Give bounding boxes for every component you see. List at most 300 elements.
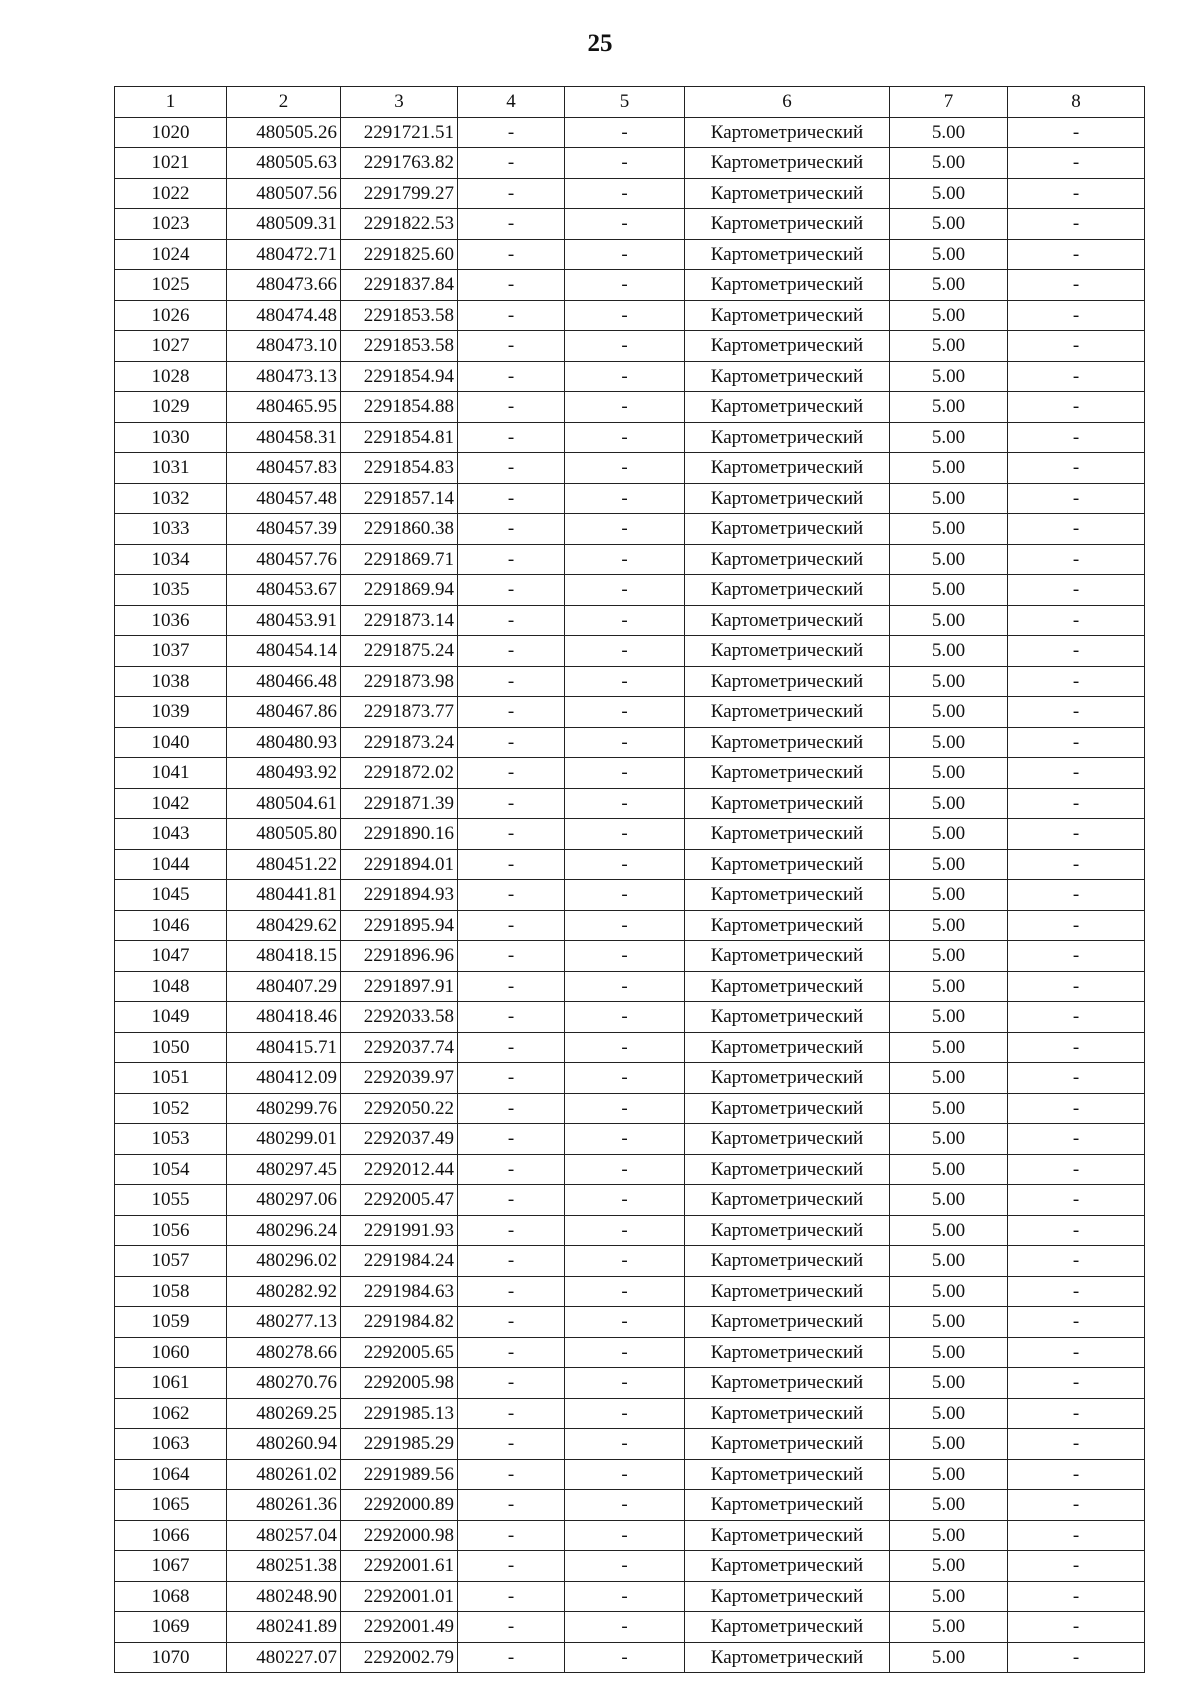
x-coordinate-cell: 480458.31 [227, 422, 341, 453]
method-cell: Картометрический [685, 1185, 890, 1216]
column-4-cell: - [458, 1307, 565, 1338]
accuracy-cell: 5.00 [890, 758, 1008, 789]
y-coordinate-cell: 2292000.89 [341, 1490, 458, 1521]
method-cell: Картометрический [685, 1581, 890, 1612]
table-row [115, 605, 1145, 636]
column-8-cell: - [1008, 910, 1145, 941]
y-coordinate-cell: 2291869.71 [341, 544, 458, 575]
method-cell: Картометрический [685, 1032, 890, 1063]
accuracy-cell: 5.00 [890, 788, 1008, 819]
column-8-cell: - [1008, 697, 1145, 728]
accuracy-cell: 5.00 [890, 1581, 1008, 1612]
accuracy-cell: 5.00 [890, 544, 1008, 575]
y-coordinate-cell: 2291989.56 [341, 1459, 458, 1490]
table-row [115, 1642, 1145, 1673]
method-cell: Картометрический [685, 514, 890, 545]
accuracy-cell: 5.00 [890, 209, 1008, 240]
y-coordinate-cell: 2291873.14 [341, 605, 458, 636]
point-number-cell: 1048 [115, 971, 227, 1002]
method-cell: Картометрический [685, 758, 890, 789]
y-coordinate-cell: 2291822.53 [341, 209, 458, 240]
point-number-cell: 1022 [115, 178, 227, 209]
point-number-cell: 1058 [115, 1276, 227, 1307]
column-5-cell: - [565, 758, 685, 789]
x-coordinate-cell: 480504.61 [227, 788, 341, 819]
y-coordinate-cell: 2291897.91 [341, 971, 458, 1002]
y-coordinate-cell: 2291985.29 [341, 1429, 458, 1460]
accuracy-cell: 5.00 [890, 392, 1008, 423]
column-5-cell: - [565, 422, 685, 453]
accuracy-cell: 5.00 [890, 1032, 1008, 1063]
point-number-cell: 1064 [115, 1459, 227, 1490]
accuracy-cell: 5.00 [890, 1215, 1008, 1246]
method-cell: Картометрический [685, 941, 890, 972]
method-cell: Картометрический [685, 1429, 890, 1460]
column-4-cell: - [458, 392, 565, 423]
column-4-cell: - [458, 239, 565, 270]
table-row [115, 270, 1145, 301]
column-8-cell: - [1008, 819, 1145, 850]
column-8-cell: - [1008, 1429, 1145, 1460]
y-coordinate-cell: 2291896.96 [341, 941, 458, 972]
column-8-cell: - [1008, 636, 1145, 667]
method-cell: Картометрический [685, 483, 890, 514]
column-8-cell: - [1008, 575, 1145, 606]
accuracy-cell: 5.00 [890, 1276, 1008, 1307]
column-8-cell: - [1008, 1063, 1145, 1094]
method-cell: Картометрический [685, 727, 890, 758]
y-coordinate-cell: 2291873.77 [341, 697, 458, 728]
x-coordinate-cell: 480429.62 [227, 910, 341, 941]
table-row [115, 544, 1145, 575]
x-coordinate-cell: 480257.04 [227, 1520, 341, 1551]
column-4-cell: - [458, 819, 565, 850]
column-8-cell: - [1008, 1551, 1145, 1582]
column-header: 1 [115, 87, 227, 118]
accuracy-cell: 5.00 [890, 727, 1008, 758]
y-coordinate-cell: 2291871.39 [341, 788, 458, 819]
column-5-cell: - [565, 392, 685, 423]
column-4-cell: - [458, 178, 565, 209]
y-coordinate-cell: 2291894.01 [341, 849, 458, 880]
y-coordinate-cell: 2291984.63 [341, 1276, 458, 1307]
column-4-cell: - [458, 1490, 565, 1521]
accuracy-cell: 5.00 [890, 361, 1008, 392]
column-5-cell: - [565, 1002, 685, 1033]
column-5-cell: - [565, 514, 685, 545]
column-5-cell: - [565, 697, 685, 728]
column-5-cell: - [565, 1093, 685, 1124]
table-row [115, 636, 1145, 667]
point-number-cell: 1045 [115, 880, 227, 911]
column-8-cell: - [1008, 117, 1145, 148]
y-coordinate-cell: 2291854.81 [341, 422, 458, 453]
column-5-cell: - [565, 941, 685, 972]
method-cell: Картометрический [685, 1215, 890, 1246]
point-number-cell: 1037 [115, 636, 227, 667]
x-coordinate-cell: 480261.36 [227, 1490, 341, 1521]
y-coordinate-cell: 2291985.13 [341, 1398, 458, 1429]
x-coordinate-cell: 480473.66 [227, 270, 341, 301]
table-body [115, 117, 1145, 1673]
column-5-cell: - [565, 1185, 685, 1216]
x-coordinate-cell: 480297.06 [227, 1185, 341, 1216]
y-coordinate-cell: 2291894.93 [341, 880, 458, 911]
column-5-cell: - [565, 819, 685, 850]
accuracy-cell: 5.00 [890, 270, 1008, 301]
y-coordinate-cell: 2291890.16 [341, 819, 458, 850]
point-number-cell: 1063 [115, 1429, 227, 1460]
x-coordinate-cell: 480297.45 [227, 1154, 341, 1185]
column-5-cell: - [565, 361, 685, 392]
method-cell: Картометрический [685, 1520, 890, 1551]
method-cell: Картометрический [685, 1063, 890, 1094]
column-5-cell: - [565, 605, 685, 636]
point-number-cell: 1047 [115, 941, 227, 972]
y-coordinate-cell: 2291991.93 [341, 1215, 458, 1246]
x-coordinate-cell: 480465.95 [227, 392, 341, 423]
column-8-cell: - [1008, 971, 1145, 1002]
y-coordinate-cell: 2291873.24 [341, 727, 458, 758]
table-row [115, 361, 1145, 392]
point-number-cell: 1062 [115, 1398, 227, 1429]
column-4-cell: - [458, 331, 565, 362]
method-cell: Картометрический [685, 392, 890, 423]
column-5-cell: - [565, 209, 685, 240]
column-8-cell: - [1008, 544, 1145, 575]
table-row [115, 1276, 1145, 1307]
method-cell: Картометрический [685, 270, 890, 301]
column-5-cell: - [565, 636, 685, 667]
column-4-cell: - [458, 1581, 565, 1612]
x-coordinate-cell: 480296.02 [227, 1246, 341, 1277]
point-number-cell: 1038 [115, 666, 227, 697]
table-row [115, 727, 1145, 758]
table-row [115, 1459, 1145, 1490]
column-8-cell: - [1008, 1002, 1145, 1033]
accuracy-cell: 5.00 [890, 1612, 1008, 1643]
column-4-cell: - [458, 270, 565, 301]
table-row [115, 209, 1145, 240]
table-row [115, 788, 1145, 819]
point-number-cell: 1061 [115, 1368, 227, 1399]
accuracy-cell: 5.00 [890, 1246, 1008, 1277]
point-number-cell: 1066 [115, 1520, 227, 1551]
column-8-cell: - [1008, 483, 1145, 514]
point-number-cell: 1036 [115, 605, 227, 636]
column-8-cell: - [1008, 666, 1145, 697]
table-row [115, 1154, 1145, 1185]
accuracy-cell: 5.00 [890, 910, 1008, 941]
x-coordinate-cell: 480418.46 [227, 1002, 341, 1033]
table-header-row [115, 87, 1145, 118]
x-coordinate-cell: 480473.10 [227, 331, 341, 362]
table-row [115, 300, 1145, 331]
column-8-cell: - [1008, 1276, 1145, 1307]
method-cell: Картометрический [685, 453, 890, 484]
x-coordinate-cell: 480251.38 [227, 1551, 341, 1582]
y-coordinate-cell: 2291860.38 [341, 514, 458, 545]
column-4-cell: - [458, 1551, 565, 1582]
method-cell: Картометрический [685, 422, 890, 453]
column-4-cell: - [458, 727, 565, 758]
x-coordinate-cell: 480296.24 [227, 1215, 341, 1246]
table-row [115, 819, 1145, 850]
table-row [115, 453, 1145, 484]
column-8-cell: - [1008, 788, 1145, 819]
x-coordinate-cell: 480466.48 [227, 666, 341, 697]
table-row [115, 1063, 1145, 1094]
table-row [115, 910, 1145, 941]
point-number-cell: 1031 [115, 453, 227, 484]
column-8-cell: - [1008, 1032, 1145, 1063]
column-8-cell: - [1008, 392, 1145, 423]
accuracy-cell: 5.00 [890, 1124, 1008, 1155]
point-number-cell: 1035 [115, 575, 227, 606]
point-number-cell: 1040 [115, 727, 227, 758]
accuracy-cell: 5.00 [890, 148, 1008, 179]
y-coordinate-cell: 2291837.84 [341, 270, 458, 301]
accuracy-cell: 5.00 [890, 483, 1008, 514]
method-cell: Картометрический [685, 544, 890, 575]
column-4-cell: - [458, 1642, 565, 1673]
x-coordinate-cell: 480407.29 [227, 971, 341, 1002]
column-8-cell: - [1008, 1154, 1145, 1185]
method-cell: Картометрический [685, 1093, 890, 1124]
method-cell: Картометрический [685, 788, 890, 819]
point-number-cell: 1042 [115, 788, 227, 819]
point-number-cell: 1049 [115, 1002, 227, 1033]
point-number-cell: 1023 [115, 209, 227, 240]
accuracy-cell: 5.00 [890, 300, 1008, 331]
y-coordinate-cell: 2292050.22 [341, 1093, 458, 1124]
accuracy-cell: 5.00 [890, 1307, 1008, 1338]
y-coordinate-cell: 2291984.82 [341, 1307, 458, 1338]
table-row [115, 1551, 1145, 1582]
x-coordinate-cell: 480454.14 [227, 636, 341, 667]
point-number-cell: 1021 [115, 148, 227, 179]
y-coordinate-cell: 2292002.79 [341, 1642, 458, 1673]
accuracy-cell: 5.00 [890, 1337, 1008, 1368]
accuracy-cell: 5.00 [890, 514, 1008, 545]
x-coordinate-cell: 480415.71 [227, 1032, 341, 1063]
table-row [115, 1246, 1145, 1277]
y-coordinate-cell: 2292005.98 [341, 1368, 458, 1399]
column-5-cell: - [565, 666, 685, 697]
point-number-cell: 1039 [115, 697, 227, 728]
column-8-cell: - [1008, 1337, 1145, 1368]
accuracy-cell: 5.00 [890, 117, 1008, 148]
table-row [115, 941, 1145, 972]
accuracy-cell: 5.00 [890, 1002, 1008, 1033]
point-number-cell: 1053 [115, 1124, 227, 1155]
point-number-cell: 1020 [115, 117, 227, 148]
y-coordinate-cell: 2292001.49 [341, 1612, 458, 1643]
method-cell: Картометрический [685, 361, 890, 392]
column-4-cell: - [458, 697, 565, 728]
point-number-cell: 1069 [115, 1612, 227, 1643]
column-8-cell: - [1008, 239, 1145, 270]
column-5-cell: - [565, 1551, 685, 1582]
table-row [115, 422, 1145, 453]
method-cell: Картометрический [685, 331, 890, 362]
table-row [115, 1185, 1145, 1216]
accuracy-cell: 5.00 [890, 1642, 1008, 1673]
method-cell: Картометрический [685, 1124, 890, 1155]
column-4-cell: - [458, 575, 565, 606]
page-number: 25 [587, 30, 613, 57]
accuracy-cell: 5.00 [890, 575, 1008, 606]
x-coordinate-cell: 480493.92 [227, 758, 341, 789]
column-4-cell: - [458, 758, 565, 789]
column-8-cell: - [1008, 1642, 1145, 1673]
column-5-cell: - [565, 910, 685, 941]
x-coordinate-cell: 480467.86 [227, 697, 341, 728]
table-row [115, 971, 1145, 1002]
column-8-cell: - [1008, 1581, 1145, 1612]
method-cell: Картометрический [685, 971, 890, 1002]
table-row [115, 483, 1145, 514]
column-8-cell: - [1008, 1185, 1145, 1216]
point-number-cell: 1046 [115, 910, 227, 941]
y-coordinate-cell: 2292001.01 [341, 1581, 458, 1612]
coordinates-table [114, 86, 1145, 1673]
column-4-cell: - [458, 1429, 565, 1460]
column-4-cell: - [458, 1093, 565, 1124]
y-coordinate-cell: 2291854.94 [341, 361, 458, 392]
method-cell: Картометрический [685, 300, 890, 331]
point-number-cell: 1032 [115, 483, 227, 514]
table-row [115, 697, 1145, 728]
x-coordinate-cell: 480505.63 [227, 148, 341, 179]
y-coordinate-cell: 2291869.94 [341, 575, 458, 606]
x-coordinate-cell: 480441.81 [227, 880, 341, 911]
accuracy-cell: 5.00 [890, 605, 1008, 636]
method-cell: Картометрический [685, 1612, 890, 1643]
method-cell: Картометрический [685, 636, 890, 667]
method-cell: Картометрический [685, 1368, 890, 1399]
table-row [115, 239, 1145, 270]
column-4-cell: - [458, 1154, 565, 1185]
column-4-cell: - [458, 1612, 565, 1643]
column-5-cell: - [565, 1063, 685, 1094]
column-5-cell: - [565, 1368, 685, 1399]
point-number-cell: 1044 [115, 849, 227, 880]
method-cell: Картометрический [685, 1551, 890, 1582]
table-row [115, 178, 1145, 209]
accuracy-cell: 5.00 [890, 1490, 1008, 1521]
method-cell: Картометрический [685, 880, 890, 911]
x-coordinate-cell: 480451.22 [227, 849, 341, 880]
column-4-cell: - [458, 910, 565, 941]
x-coordinate-cell: 480457.48 [227, 483, 341, 514]
point-number-cell: 1059 [115, 1307, 227, 1338]
point-number-cell: 1050 [115, 1032, 227, 1063]
column-8-cell: - [1008, 300, 1145, 331]
x-coordinate-cell: 480269.25 [227, 1398, 341, 1429]
x-coordinate-cell: 480473.13 [227, 361, 341, 392]
method-cell: Картометрический [685, 1642, 890, 1673]
column-8-cell: - [1008, 209, 1145, 240]
column-8-cell: - [1008, 422, 1145, 453]
column-8-cell: - [1008, 1307, 1145, 1338]
column-5-cell: - [565, 1398, 685, 1429]
method-cell: Картометрический [685, 1307, 890, 1338]
accuracy-cell: 5.00 [890, 422, 1008, 453]
column-5-cell: - [565, 1246, 685, 1277]
column-header: 6 [685, 87, 890, 118]
column-4-cell: - [458, 453, 565, 484]
column-8-cell: - [1008, 758, 1145, 789]
column-header: 5 [565, 87, 685, 118]
y-coordinate-cell: 2291721.51 [341, 117, 458, 148]
accuracy-cell: 5.00 [890, 331, 1008, 362]
x-coordinate-cell: 480270.76 [227, 1368, 341, 1399]
x-coordinate-cell: 480453.91 [227, 605, 341, 636]
x-coordinate-cell: 480278.66 [227, 1337, 341, 1368]
column-header: 4 [458, 87, 565, 118]
point-number-cell: 1033 [115, 514, 227, 545]
table-row [115, 1520, 1145, 1551]
column-4-cell: - [458, 1002, 565, 1033]
column-5-cell: - [565, 1490, 685, 1521]
column-5-cell: - [565, 453, 685, 484]
table-row [115, 1368, 1145, 1399]
table-row [115, 331, 1145, 362]
column-5-cell: - [565, 544, 685, 575]
column-4-cell: - [458, 849, 565, 880]
accuracy-cell: 5.00 [890, 880, 1008, 911]
method-cell: Картометрический [685, 148, 890, 179]
column-header: 7 [890, 87, 1008, 118]
column-4-cell: - [458, 1276, 565, 1307]
method-cell: Картометрический [685, 117, 890, 148]
accuracy-cell: 5.00 [890, 1459, 1008, 1490]
column-5-cell: - [565, 239, 685, 270]
column-8-cell: - [1008, 178, 1145, 209]
column-4-cell: - [458, 300, 565, 331]
y-coordinate-cell: 2291854.88 [341, 392, 458, 423]
y-coordinate-cell: 2291873.98 [341, 666, 458, 697]
column-8-cell: - [1008, 727, 1145, 758]
method-cell: Картометрический [685, 605, 890, 636]
column-5-cell: - [565, 880, 685, 911]
column-5-cell: - [565, 148, 685, 179]
point-number-cell: 1025 [115, 270, 227, 301]
point-number-cell: 1068 [115, 1581, 227, 1612]
x-coordinate-cell: 480457.39 [227, 514, 341, 545]
column-4-cell: - [458, 1520, 565, 1551]
method-cell: Картометрический [685, 1276, 890, 1307]
x-coordinate-cell: 480261.02 [227, 1459, 341, 1490]
y-coordinate-cell: 2291857.14 [341, 483, 458, 514]
x-coordinate-cell: 480453.67 [227, 575, 341, 606]
x-coordinate-cell: 480260.94 [227, 1429, 341, 1460]
point-number-cell: 1027 [115, 331, 227, 362]
y-coordinate-cell: 2292033.58 [341, 1002, 458, 1033]
accuracy-cell: 5.00 [890, 1398, 1008, 1429]
column-8-cell: - [1008, 270, 1145, 301]
column-5-cell: - [565, 1124, 685, 1155]
table-row [115, 514, 1145, 545]
accuracy-cell: 5.00 [890, 849, 1008, 880]
x-coordinate-cell: 480505.26 [227, 117, 341, 148]
x-coordinate-cell: 480282.92 [227, 1276, 341, 1307]
column-8-cell: - [1008, 605, 1145, 636]
column-4-cell: - [458, 1368, 565, 1399]
column-8-cell: - [1008, 514, 1145, 545]
y-coordinate-cell: 2292001.61 [341, 1551, 458, 1582]
